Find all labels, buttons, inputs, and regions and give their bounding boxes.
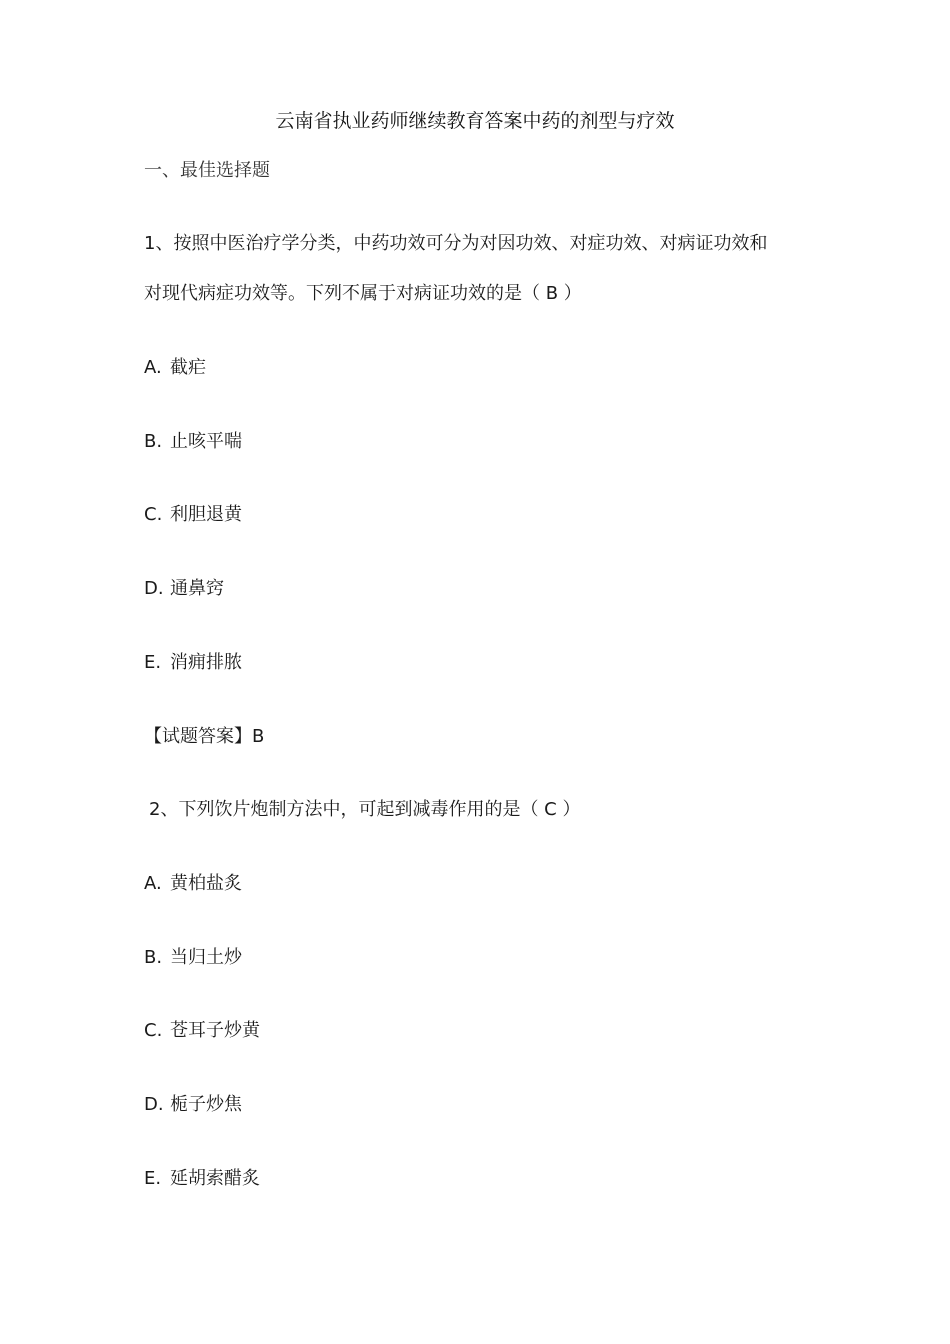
option-text: 苍耳子炒黄	[170, 1020, 260, 1041]
question-1-option-a	[144, 355, 206, 381]
question-1-option-c	[144, 502, 242, 528]
option-letter: A.	[144, 873, 162, 894]
option-text: 栀子炒焦	[170, 1094, 242, 1115]
document-title: 云南省执业药师继续教育答案中药的剂型与疗效	[275, 110, 675, 132]
question-1-option-d	[144, 576, 224, 602]
option-letter: E.	[144, 1168, 162, 1189]
option-letter: D.	[144, 578, 164, 599]
option-text: 止咳平喘	[170, 431, 242, 452]
question-2-option-a	[144, 871, 242, 897]
option-text: 利胆退黄	[170, 504, 242, 525]
option-letter: B.	[144, 947, 163, 968]
question-1-stem-line-2: 对现代病症功效等。下列不属于对病证功效的是（ B ）	[144, 283, 582, 304]
option-text: 截疟	[170, 357, 206, 378]
option-letter: E.	[144, 652, 162, 673]
question-2-option-e	[144, 1166, 260, 1192]
option-letter: C.	[144, 504, 163, 525]
question-1-stem-line-1: 1、按照中医治疗学分类，中药功效可分为对因功效、对症功效、对病证功效和	[144, 233, 768, 254]
option-letter: D.	[144, 1094, 164, 1115]
option-text: 消痈排脓	[170, 652, 242, 673]
question-2-option-b	[144, 945, 242, 971]
question-1-option-b	[144, 429, 242, 455]
option-letter: A.	[144, 357, 162, 378]
question-2-option-d	[144, 1092, 242, 1118]
option-letter: C.	[144, 1020, 163, 1041]
question-1-answer: 【试题答案】B	[144, 726, 265, 747]
option-text: 延胡索醋炙	[170, 1168, 260, 1189]
option-text: 当归土炒	[170, 947, 242, 968]
question-2-option-c	[144, 1018, 260, 1044]
section-heading: 一、最佳选择题	[144, 160, 270, 181]
option-letter: B.	[144, 431, 163, 452]
option-text: 黄柏盐炙	[170, 873, 242, 894]
option-text: 通鼻窍	[170, 578, 224, 599]
question-2-stem: 2、下列饮片炮制方法中，可起到减毒作用的是（ C ）	[149, 799, 581, 820]
question-1-option-e	[144, 650, 242, 676]
